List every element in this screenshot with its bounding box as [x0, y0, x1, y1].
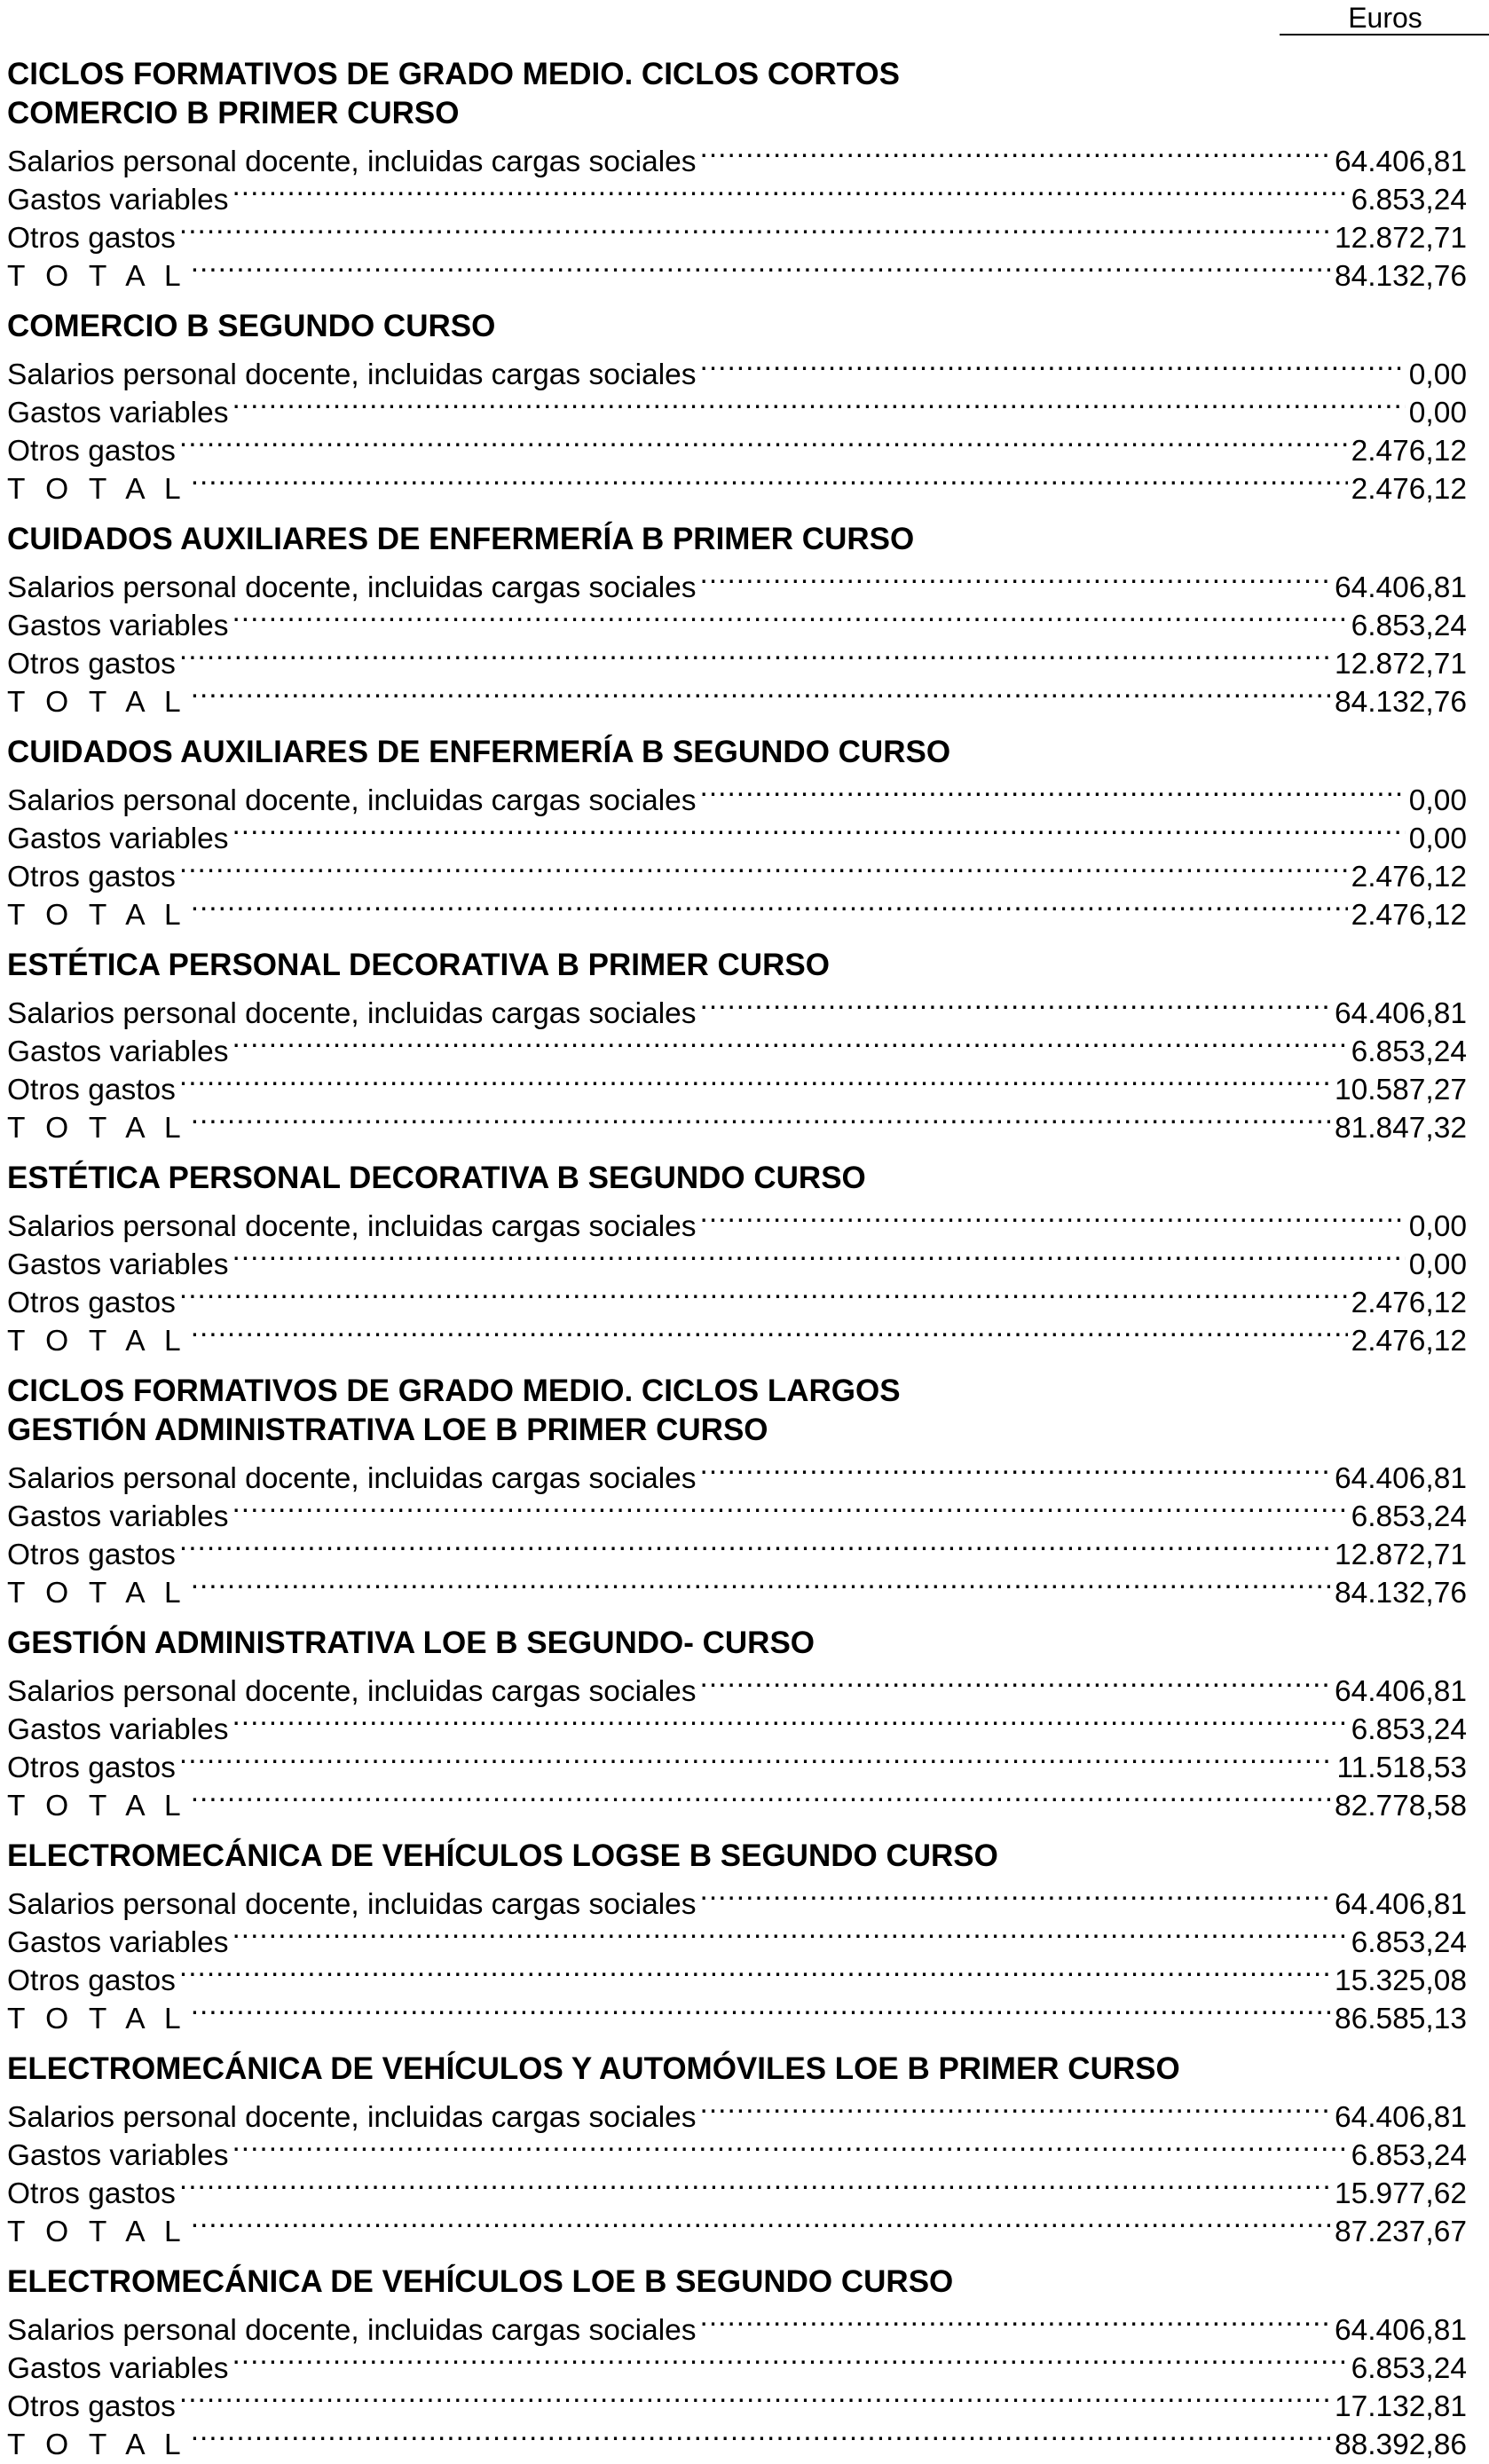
salarios-amount: 64.406,81	[1334, 2101, 1467, 2134]
dot-leader	[191, 673, 1331, 712]
dot-leader	[700, 1198, 1406, 1236]
otros-amount: 15.977,62	[1334, 2177, 1467, 2210]
course-title: ESTÉTICA PERSONAL DECORATIVA B PRIMER CURSO	[7, 948, 830, 982]
dot-leader	[179, 848, 1348, 886]
total-amount: 84.132,76	[1334, 260, 1467, 293]
salarios-row	[7, 1663, 1467, 1708]
otros-row	[7, 848, 1467, 893]
otros-label: Otros gastos	[7, 1074, 176, 1106]
variables-amount: 6.853,24	[1351, 1035, 1467, 1068]
otros-amount: 15.325,08	[1334, 1964, 1467, 1997]
section-heading: CICLOS FORMATIVOS DE GRADO MEDIO. CICLOS CORTOS	[7, 57, 900, 91]
dot-leader	[232, 1023, 1348, 1061]
dot-leader	[191, 1777, 1331, 1815]
dot-leader	[700, 985, 1331, 1023]
dot-leader	[191, 1099, 1331, 1138]
total-amount: 2.476,12	[1351, 1325, 1467, 1358]
dot-leader	[700, 1450, 1331, 1488]
otros-row	[7, 1526, 1467, 1571]
salarios-row	[7, 772, 1467, 817]
otros-label: Otros gastos	[7, 2390, 176, 2423]
otros-label: Otros gastos	[7, 1287, 176, 1319]
salarios-amount: 0,00	[1408, 1210, 1467, 1243]
dot-leader	[232, 1701, 1348, 1739]
total-row	[7, 673, 1467, 719]
salarios-amount: 64.406,81	[1334, 571, 1467, 604]
otros-row	[7, 1952, 1467, 1997]
dot-leader	[179, 2378, 1331, 2416]
otros-amount: 10.587,27	[1334, 1074, 1467, 1106]
otros-label: Otros gastos	[7, 2177, 176, 2210]
total-label: T O T A L	[7, 2003, 187, 2035]
total-row	[7, 886, 1467, 932]
salarios-row	[7, 985, 1467, 1030]
variables-label: Gastos variables	[7, 823, 229, 855]
dot-leader	[179, 635, 1331, 673]
block-spacer	[7, 712, 1467, 733]
total-label: T O T A L	[7, 2429, 187, 2461]
otros-label: Otros gastos	[7, 222, 176, 255]
dot-leader	[191, 886, 1348, 925]
variables-label: Gastos variables	[7, 397, 229, 429]
block-spacer	[7, 925, 1467, 946]
total-amount: 84.132,76	[1334, 1577, 1467, 1610]
total-row	[7, 1312, 1467, 1358]
salarios-row	[7, 2089, 1467, 2134]
dot-leader	[191, 2203, 1331, 2241]
salarios-label: Salarios personal docente, incluidas cargas sociales	[7, 571, 697, 604]
course-title: ESTÉTICA PERSONAL DECORATIVA B SEGUNDO CURSO	[7, 1161, 866, 1195]
dot-leader	[232, 2340, 1348, 2378]
total-row	[7, 1777, 1467, 1822]
salarios-row	[7, 346, 1467, 391]
dot-leader	[232, 1488, 1348, 1526]
salarios-amount: 64.406,81	[1334, 1675, 1467, 1708]
total-label: T O T A L	[7, 1790, 187, 1822]
course-block	[7, 2050, 1467, 2248]
course-title: GESTIÓN ADMINISTRATIVA LOE B SEGUNDO- CURSO	[7, 1626, 815, 1660]
total-label: T O T A L	[7, 899, 187, 932]
block-spacer	[7, 499, 1467, 520]
dot-leader	[179, 1061, 1331, 1099]
otros-row	[7, 1739, 1467, 1784]
salarios-label: Salarios personal docente, incluidas cargas sociales	[7, 1675, 697, 1708]
dot-leader	[700, 2089, 1331, 2127]
otros-row	[7, 2165, 1467, 2210]
dot-leader	[700, 1663, 1331, 1701]
dot-leader	[700, 559, 1331, 597]
otros-amount: 12.872,71	[1334, 648, 1467, 681]
dot-leader	[179, 2165, 1331, 2203]
dot-leader	[232, 1236, 1406, 1274]
dot-leader	[179, 209, 1331, 248]
salarios-amount: 0,00	[1408, 784, 1467, 817]
total-label: T O T A L	[7, 686, 187, 719]
salarios-label: Salarios personal docente, incluidas cargas sociales	[7, 358, 697, 391]
otros-row	[7, 1061, 1467, 1106]
course-block	[7, 1372, 1467, 1610]
salarios-label: Salarios personal docente, incluidas cargas sociales	[7, 1210, 697, 1243]
variables-label: Gastos variables	[7, 610, 229, 642]
salarios-row	[7, 1876, 1467, 1921]
dot-leader	[232, 810, 1406, 848]
total-row	[7, 461, 1467, 506]
otros-label: Otros gastos	[7, 1752, 176, 1784]
variables-label: Gastos variables	[7, 2352, 229, 2385]
course-title: GESTIÓN ADMINISTRATIVA LOE B PRIMER CURSO	[7, 1413, 768, 1447]
course-block	[7, 2263, 1467, 2461]
total-row	[7, 2416, 1467, 2461]
block-spacer	[7, 1138, 1467, 1159]
total-amount: 86.585,13	[1334, 2003, 1467, 2035]
otros-row	[7, 635, 1467, 681]
variables-label: Gastos variables	[7, 1035, 229, 1068]
variables-amount: 6.853,24	[1351, 610, 1467, 642]
variables-amount: 0,00	[1408, 823, 1467, 855]
course-title: ELECTROMECÁNICA DE VEHÍCULOS LOGSE B SEGUNDO CURSO	[7, 1838, 998, 1873]
salarios-amount: 0,00	[1408, 358, 1467, 391]
total-row	[7, 1564, 1467, 1610]
otros-amount: 12.872,71	[1334, 1539, 1467, 1571]
dot-leader	[700, 772, 1406, 810]
total-row	[7, 2203, 1467, 2248]
course-block	[7, 1624, 1467, 1822]
total-label: T O T A L	[7, 1325, 187, 1358]
total-amount: 84.132,76	[1334, 686, 1467, 719]
section-heading: CICLOS FORMATIVOS DE GRADO MEDIO. CICLOS LARGOS	[7, 1374, 901, 1408]
course-block	[7, 1159, 1467, 1358]
otros-amount: 2.476,12	[1351, 1287, 1467, 1319]
block-spacer	[7, 1350, 1467, 1372]
course-block	[7, 1837, 1467, 2035]
salarios-label: Salarios personal docente, incluidas cargas sociales	[7, 146, 697, 178]
total-amount: 2.476,12	[1351, 473, 1467, 506]
salarios-row	[7, 133, 1467, 178]
variables-label: Gastos variables	[7, 1713, 229, 1746]
course-block	[7, 733, 1467, 932]
otros-label: Otros gastos	[7, 1539, 176, 1571]
block-spacer	[7, 2028, 1467, 2050]
variables-amount: 6.853,24	[1351, 2352, 1467, 2385]
salarios-label: Salarios personal docente, incluidas cargas sociales	[7, 2101, 697, 2134]
total-amount: 88.392,86	[1334, 2429, 1467, 2461]
total-row	[7, 1099, 1467, 1145]
dot-leader	[700, 1876, 1331, 1914]
total-amount: 82.778,58	[1334, 1790, 1467, 1822]
block-spacer	[7, 2241, 1467, 2263]
otros-label: Otros gastos	[7, 861, 176, 893]
salarios-amount: 64.406,81	[1334, 997, 1467, 1030]
total-label: T O T A L	[7, 1112, 187, 1145]
otros-row	[7, 2378, 1467, 2423]
salarios-row	[7, 1198, 1467, 1243]
variables-label: Gastos variables	[7, 1248, 229, 1281]
otros-label: Otros gastos	[7, 1964, 176, 1997]
course-title: COMERCIO B SEGUNDO CURSO	[7, 309, 496, 343]
dot-leader	[191, 1564, 1331, 1602]
dot-leader	[179, 1274, 1348, 1312]
otros-row	[7, 1274, 1467, 1319]
total-amount: 81.847,32	[1334, 1112, 1467, 1145]
dot-leader	[191, 1312, 1348, 1350]
variables-label: Gastos variables	[7, 1500, 229, 1533]
course-block	[7, 307, 1467, 506]
variables-label: Gastos variables	[7, 184, 229, 216]
salarios-amount: 64.406,81	[1334, 146, 1467, 178]
course-block	[7, 55, 1467, 293]
dot-leader	[191, 2416, 1331, 2454]
total-label: T O T A L	[7, 260, 187, 293]
variables-label: Gastos variables	[7, 1926, 229, 1959]
salarios-label: Salarios personal docente, incluidas cargas sociales	[7, 1462, 697, 1495]
dot-leader	[700, 346, 1406, 384]
course-title: CUIDADOS AUXILIARES DE ENFERMERÍA B SEGUNDO CURSO	[7, 735, 951, 769]
salarios-label: Salarios personal docente, incluidas cargas sociales	[7, 1888, 697, 1921]
course-block	[7, 520, 1467, 719]
course-title: COMERCIO B PRIMER CURSO	[7, 96, 460, 130]
block-spacer	[7, 286, 1467, 307]
variables-amount: 6.853,24	[1351, 1713, 1467, 1746]
variables-amount: 6.853,24	[1351, 1500, 1467, 1533]
salarios-row	[7, 2302, 1467, 2347]
variables-amount: 0,00	[1408, 1248, 1467, 1281]
dot-leader	[232, 171, 1348, 209]
dot-leader	[179, 422, 1348, 461]
block-spacer	[7, 1602, 1467, 1624]
dot-leader	[179, 1952, 1331, 1990]
dot-leader	[179, 1526, 1331, 1564]
block-spacer	[7, 1815, 1467, 1837]
total-amount: 2.476,12	[1351, 899, 1467, 932]
dot-leader	[191, 1990, 1331, 2028]
otros-row	[7, 209, 1467, 255]
variables-amount: 0,00	[1408, 397, 1467, 429]
dot-leader	[232, 2127, 1348, 2165]
otros-amount: 17.132,81	[1334, 2390, 1467, 2423]
variables-amount: 6.853,24	[1351, 2139, 1467, 2172]
otros-amount: 11.518,53	[1336, 1752, 1467, 1784]
salarios-amount: 64.406,81	[1334, 2314, 1467, 2347]
salarios-row	[7, 1450, 1467, 1495]
otros-amount: 2.476,12	[1351, 861, 1467, 893]
salarios-amount: 64.406,81	[1334, 1888, 1467, 1921]
salarios-label: Salarios personal docente, incluidas cargas sociales	[7, 2314, 697, 2347]
otros-amount: 12.872,71	[1334, 222, 1467, 255]
variables-amount: 6.853,24	[1351, 1926, 1467, 1959]
total-row	[7, 1990, 1467, 2035]
course-title: ELECTROMECÁNICA DE VEHÍCULOS LOE B SEGUNDO CURSO	[7, 2264, 954, 2299]
course-block	[7, 946, 1467, 1145]
dot-leader	[191, 248, 1331, 286]
variables-label: Gastos variables	[7, 2139, 229, 2172]
variables-amount: 6.853,24	[1351, 184, 1467, 216]
dot-leader	[700, 2302, 1331, 2340]
currency-header: Euros	[1280, 0, 1489, 35]
total-row	[7, 248, 1467, 293]
course-title: ELECTROMECÁNICA DE VEHÍCULOS Y AUTOMÓVILES LOE B PRIMER CURSO	[7, 2051, 1180, 2086]
otros-row	[7, 422, 1467, 468]
dot-leader	[232, 597, 1348, 635]
total-amount: 87.237,67	[1334, 2216, 1467, 2248]
dot-leader	[179, 1739, 1334, 1777]
salarios-label: Salarios personal docente, incluidas cargas sociales	[7, 997, 697, 1030]
budget-list	[7, 55, 1467, 2461]
dot-leader	[191, 461, 1348, 499]
total-label: T O T A L	[7, 2216, 187, 2248]
course-title: CUIDADOS AUXILIARES DE ENFERMERÍA B PRIMER CURSO	[7, 522, 915, 556]
salarios-row	[7, 559, 1467, 604]
total-label: T O T A L	[7, 1577, 187, 1610]
otros-amount: 2.476,12	[1351, 435, 1467, 468]
dot-leader	[232, 384, 1406, 422]
dot-leader	[700, 133, 1331, 171]
total-label: T O T A L	[7, 473, 187, 506]
dot-leader	[232, 1914, 1348, 1952]
salarios-amount: 64.406,81	[1334, 1462, 1467, 1495]
salarios-label: Salarios personal docente, incluidas cargas sociales	[7, 784, 697, 817]
otros-label: Otros gastos	[7, 435, 176, 468]
otros-label: Otros gastos	[7, 648, 176, 681]
